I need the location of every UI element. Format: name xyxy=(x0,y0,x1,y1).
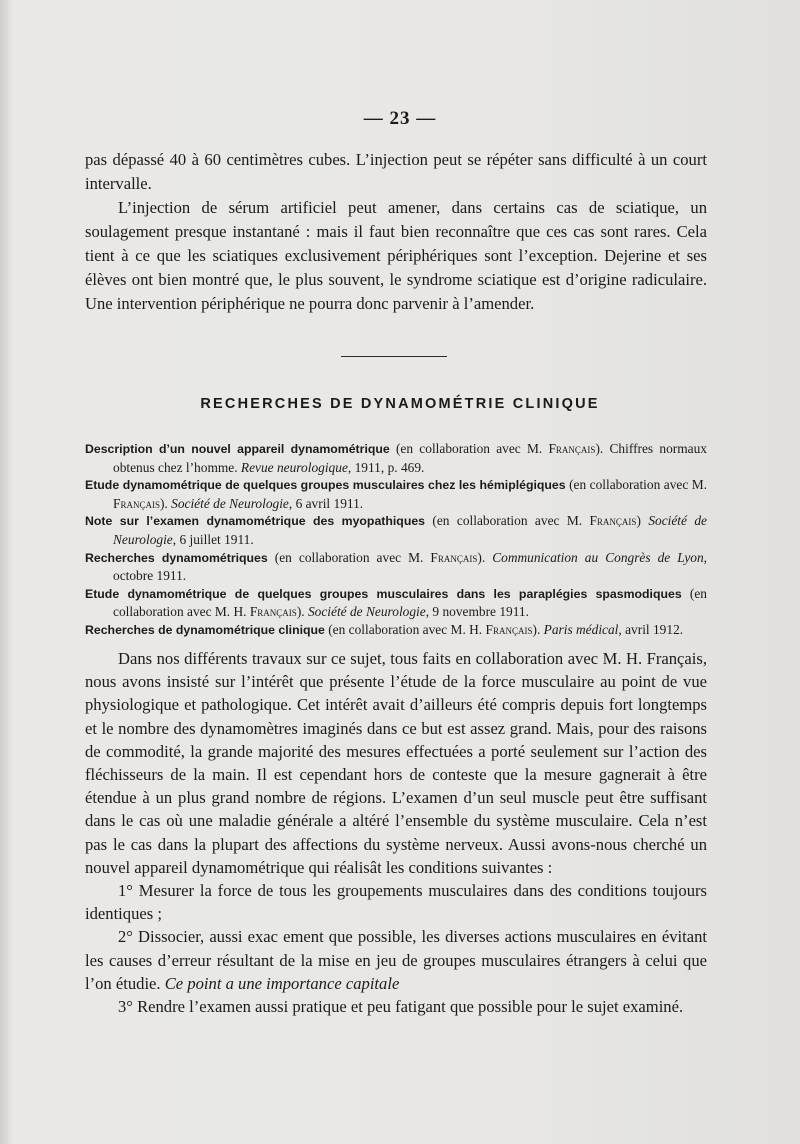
bib-author: Français xyxy=(548,441,596,456)
bib-author: Français xyxy=(113,495,160,511)
bib-text: ). xyxy=(532,621,544,637)
bib-title: Description d’un nouvel appareil dynamométrique xyxy=(85,442,390,456)
bib-text: ) xyxy=(636,513,649,529)
bib-title: Etude dynamométrique de quelques groupes musculaires chez les hémiplégiques xyxy=(85,478,566,493)
bib-text: ). xyxy=(296,604,308,620)
bib-text: ). Chiffres normaux obtenus chez l’homme. xyxy=(113,441,707,475)
body-paragraph-3-text: 2° Dissocier, aussi exac ement que possible, les diverses actions musculaires en évitant les causes d’erreur résultant de la mise en jeu de groupes musculaires étrangers à celui que l’on étudie. xyxy=(85,927,707,993)
bib-text: (en collaboration avec M. xyxy=(389,441,549,456)
bib-author: Français xyxy=(589,513,637,529)
bib-text: ). xyxy=(477,549,493,565)
intro-paragraph-1: pas dépassé 40 à 60 centimètres cubes. L’injection peut se répéter sans difficulté à un court intervalle. xyxy=(85,150,707,193)
bib-text: (en collaboration avec M. H. xyxy=(113,585,707,620)
bib-title: Recherches de dynamométrique clinique xyxy=(85,622,325,637)
bib-text: (en collaboration avec M. xyxy=(565,477,707,493)
bibliography-entry xyxy=(85,549,707,585)
bib-text: ). xyxy=(159,495,172,511)
bib-text: (en collaboration avec M. H. xyxy=(324,621,486,637)
bib-text: , avril 1912. xyxy=(618,621,684,637)
bib-text: , 9 novembre 1911. xyxy=(425,604,529,620)
body-paragraph-4: 3° Rendre l’examen aussi pratique et peu fatigant que possible pour le sujet examiné. xyxy=(118,997,684,1017)
bib-title: Note sur l’examen dynamométrique des myopathiques xyxy=(85,514,426,529)
scan-edge-shadow xyxy=(0,0,10,1144)
bib-text: , octobre 1911. xyxy=(113,549,708,584)
bib-source: Revue neurologique xyxy=(240,459,348,475)
section-divider xyxy=(341,356,447,357)
intro-section xyxy=(85,148,707,316)
bib-author: Français xyxy=(430,549,478,565)
bib-title: Recherches dynamométriques xyxy=(85,550,268,565)
bib-source: Société de Neurologie xyxy=(307,604,426,620)
bib-source: Communication au Congrès de Lyon xyxy=(492,549,704,565)
bibliography-entry xyxy=(85,621,707,640)
body-paragraph-3 xyxy=(85,925,707,995)
bib-text: , 1911, p. 469. xyxy=(347,459,425,475)
bib-source: Société de Neurologie xyxy=(113,513,708,547)
bibliography-entry xyxy=(85,476,707,512)
bib-text: , 6 avril 1911. xyxy=(288,495,364,511)
bib-author: Français xyxy=(249,604,297,620)
bibliography-entry xyxy=(85,512,707,548)
bibliography-list xyxy=(85,440,707,640)
body-paragraph-1: Dans nos différents travaux sur ce sujet, tous faits en collaboration avec M. H. Français, nous avons insisté sur l’intérêt que présente l’étude de la force musculaire au point de vue physiologique et pathologique. Cet intérêt avait d’ailleurs été compris depuis fort longtemps et le nombre des dynamomètres imaginés dans ce but est assez grand. Mais, pour des raisons de commodité, la grande majorité des mesures effectuées a porté seulement sur l’action des fléchisseurs de la main. Il est cependant hors de conteste que la mesure gagnerait à être étendue à un plus grand nombre de régions. L’examen d’un seul muscle peut être suffisant dans le cas où une maladie générale a altéré l’ensemble du système musculaire. Cela n’est pas le cas dans la plupart des affections du système nerveux. Aussi avons-nous cherché un nouvel appareil dynamométrique qui réalisât les conditions suivantes : xyxy=(85,649,707,877)
section-heading: RECHERCHES DE DYNAMOMÉTRIE CLINIQUE xyxy=(200,396,600,412)
body-paragraph-2: 1° Mesurer la force de tous les groupements musculaires dans des conditions toujours identiques ; xyxy=(85,881,707,924)
bib-source: Société de Neurologie xyxy=(171,495,289,511)
bib-title: Etude dynamométrique de quelques groupes musculaires dans les paraplégies spasmodiques xyxy=(85,586,682,601)
bibliography-entry xyxy=(85,440,707,476)
bib-text: , 6 juillet 1911. xyxy=(172,531,254,547)
body-section xyxy=(85,647,707,1018)
body-paragraph-3-emphasis: Ce point a une importance capitale xyxy=(164,973,400,993)
bib-text: (en collaboration avec M. xyxy=(425,513,590,529)
bib-text: (en collaboration avec M. xyxy=(267,549,431,565)
bib-author: Français xyxy=(485,621,533,637)
page-number: — 23 — xyxy=(363,108,437,129)
bib-source: Paris médical xyxy=(543,621,619,637)
intro-paragraph-2: L’injection de sérum artificiel peut amener, dans certains cas de sciatique, un soulagement presque instantané : mais il faut bien reconnaître que ces cas sont rares. Cela tient à ce que les sciatiques exclusivement périphériques sont l’exception. Dejerine et ses élèves ont bien montré que, le plus souvent, le syndrome sciatique est d’origine radiculaire. Une intervention périphérique ne pourra donc parvenir à l’amender. xyxy=(85,198,707,313)
bibliography-entry xyxy=(85,585,707,621)
